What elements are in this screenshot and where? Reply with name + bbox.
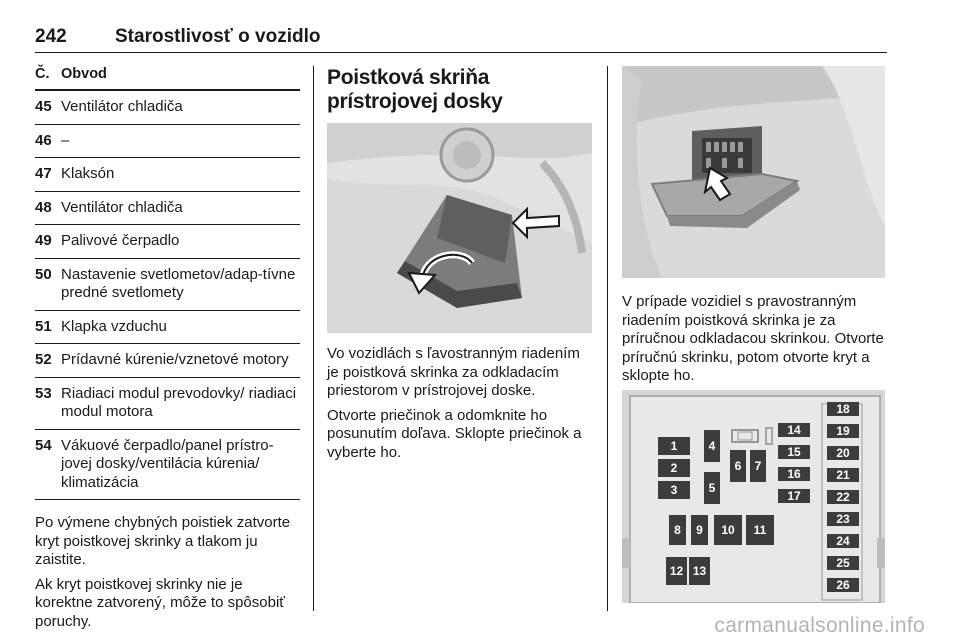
- circuit-description: Ventilátor chladiča: [61, 198, 183, 216]
- fuse-slot: 20: [827, 446, 859, 460]
- column-header-circuit: Obvod: [61, 66, 107, 82]
- table-row: [35, 225, 300, 259]
- column-divider-left: [313, 66, 314, 611]
- fuse-slot: 15: [778, 445, 810, 459]
- table-row: [35, 192, 300, 226]
- table-row: [35, 344, 300, 378]
- circuit-description: Klapka vzduchu: [61, 317, 167, 335]
- paragraph-lhd-open: Otvorte priečinok a odomknite ho posunutím doľava. Sklopte priečinok a vyberte ho.: [327, 406, 582, 461]
- section-title: Poistková skriňa prístrojovej dosky: [327, 66, 503, 113]
- fuse-slot: 8: [669, 515, 686, 545]
- circuit-description: Ventilátor chladiča: [61, 98, 183, 115]
- table-row: [35, 158, 300, 192]
- circuit-description: Palivové čerpadlo: [61, 232, 180, 249]
- table-row: [35, 125, 300, 159]
- fuse-number: 51: [35, 317, 52, 335]
- rhd-column: [622, 66, 885, 386]
- fuse-slot: 25: [827, 556, 859, 570]
- fuse-number: 47: [35, 165, 52, 182]
- circuit-description: Nastavenie svetlometov/adap-tívne predné svetlomety: [61, 265, 296, 301]
- fuse-slot: 11: [746, 515, 774, 545]
- circuit-column: [35, 66, 300, 631]
- fuse-number: 50: [35, 265, 52, 283]
- fuse-slot: 5: [704, 472, 720, 504]
- fuse-slot: 21: [827, 468, 859, 482]
- circuit-table-body: [35, 91, 300, 500]
- watermark: carmanualsonline.info: [714, 614, 925, 637]
- paragraph-rhd-location: V prípade vozidiel s pravostranným riadením poistková skrinka je za príručnou odkladacou skrinkou. Otvorte príručnú skrinku, potom otvorte kryt a sklopte ho.: [622, 293, 884, 384]
- paragraph-close-cover: Po výmene chybných poistiek zatvorte kryt poistkovej skrinky a tlakom ju zaistite.: [35, 514, 291, 568]
- fuse-slot: 14: [778, 423, 810, 437]
- table-header: [35, 66, 300, 91]
- table-row: [35, 91, 300, 125]
- instrument-panel-column: [327, 66, 595, 462]
- fuse-number: 54: [35, 436, 52, 454]
- fuse-number: 52: [35, 351, 52, 368]
- fuse-slot: 16: [778, 467, 810, 481]
- fuse-slot: 23: [827, 512, 859, 526]
- fuse-slot: 12: [666, 557, 687, 585]
- fuse-number: 53: [35, 384, 52, 402]
- fusebox-diagram: [622, 390, 885, 603]
- table-row: [35, 378, 300, 430]
- fuse-slot: 26: [827, 578, 859, 592]
- column-divider-right: [607, 66, 608, 611]
- circuit-description: Vákuové čerpadlo/panel prístro-jovej dosky/ventilácia kúrenia/ klimatizácia: [61, 436, 274, 491]
- fuse-slot: 1: [658, 437, 690, 455]
- fuse-slot: 9: [691, 515, 708, 545]
- paragraph-lhd-location: Vo vozidlách s ľavostranným riadením je poistková skrinka za odkladacím priestorom v prístrojovej doske.: [327, 345, 580, 399]
- fuse-slot: 2: [658, 459, 690, 477]
- fuse-slot: 7: [750, 450, 766, 482]
- fuse-slot: 19: [827, 424, 859, 438]
- table-row: [35, 259, 300, 311]
- fuse-slot: 10: [714, 515, 742, 545]
- fuse-slot: 3: [658, 481, 690, 499]
- fuse-number: 48: [35, 198, 52, 216]
- circuit-description: –: [61, 131, 70, 149]
- lhd-fusebox-photo: [327, 123, 592, 333]
- fuse-number: 46: [35, 131, 52, 149]
- table-row: [35, 311, 300, 345]
- page-header: [35, 22, 887, 53]
- column-header-number: Č.: [35, 66, 50, 82]
- fuse-slot: 24: [827, 534, 859, 548]
- fuse-number: 49: [35, 232, 52, 249]
- circuit-description: Prídavné kúrenie/vznetové motory: [61, 351, 289, 368]
- fuse-slot: 4: [704, 430, 720, 462]
- paragraph-cover-warning: Ak kryt poistkovej skrinky nie je korektne zatvorený, môže to spôsobiť poruchy.: [35, 575, 285, 630]
- rhd-glovebox-photo: [622, 66, 885, 278]
- fuse-slot: 13: [689, 557, 710, 585]
- circuit-description: Riadiaci modul prevodovky/ riadiaci modul motora: [61, 384, 297, 420]
- table-row: [35, 430, 300, 501]
- page-title: Starostlivosť o vozidlo: [115, 26, 321, 47]
- fuse-slot: 18: [827, 402, 859, 416]
- page-number: 242: [35, 26, 67, 47]
- fuse-number: 45: [35, 98, 52, 115]
- fuse-slot: 6: [730, 450, 746, 482]
- fuse-slot: 17: [778, 489, 810, 503]
- circuit-description: Klaksón: [61, 165, 115, 182]
- fuse-slot: 22: [827, 490, 859, 504]
